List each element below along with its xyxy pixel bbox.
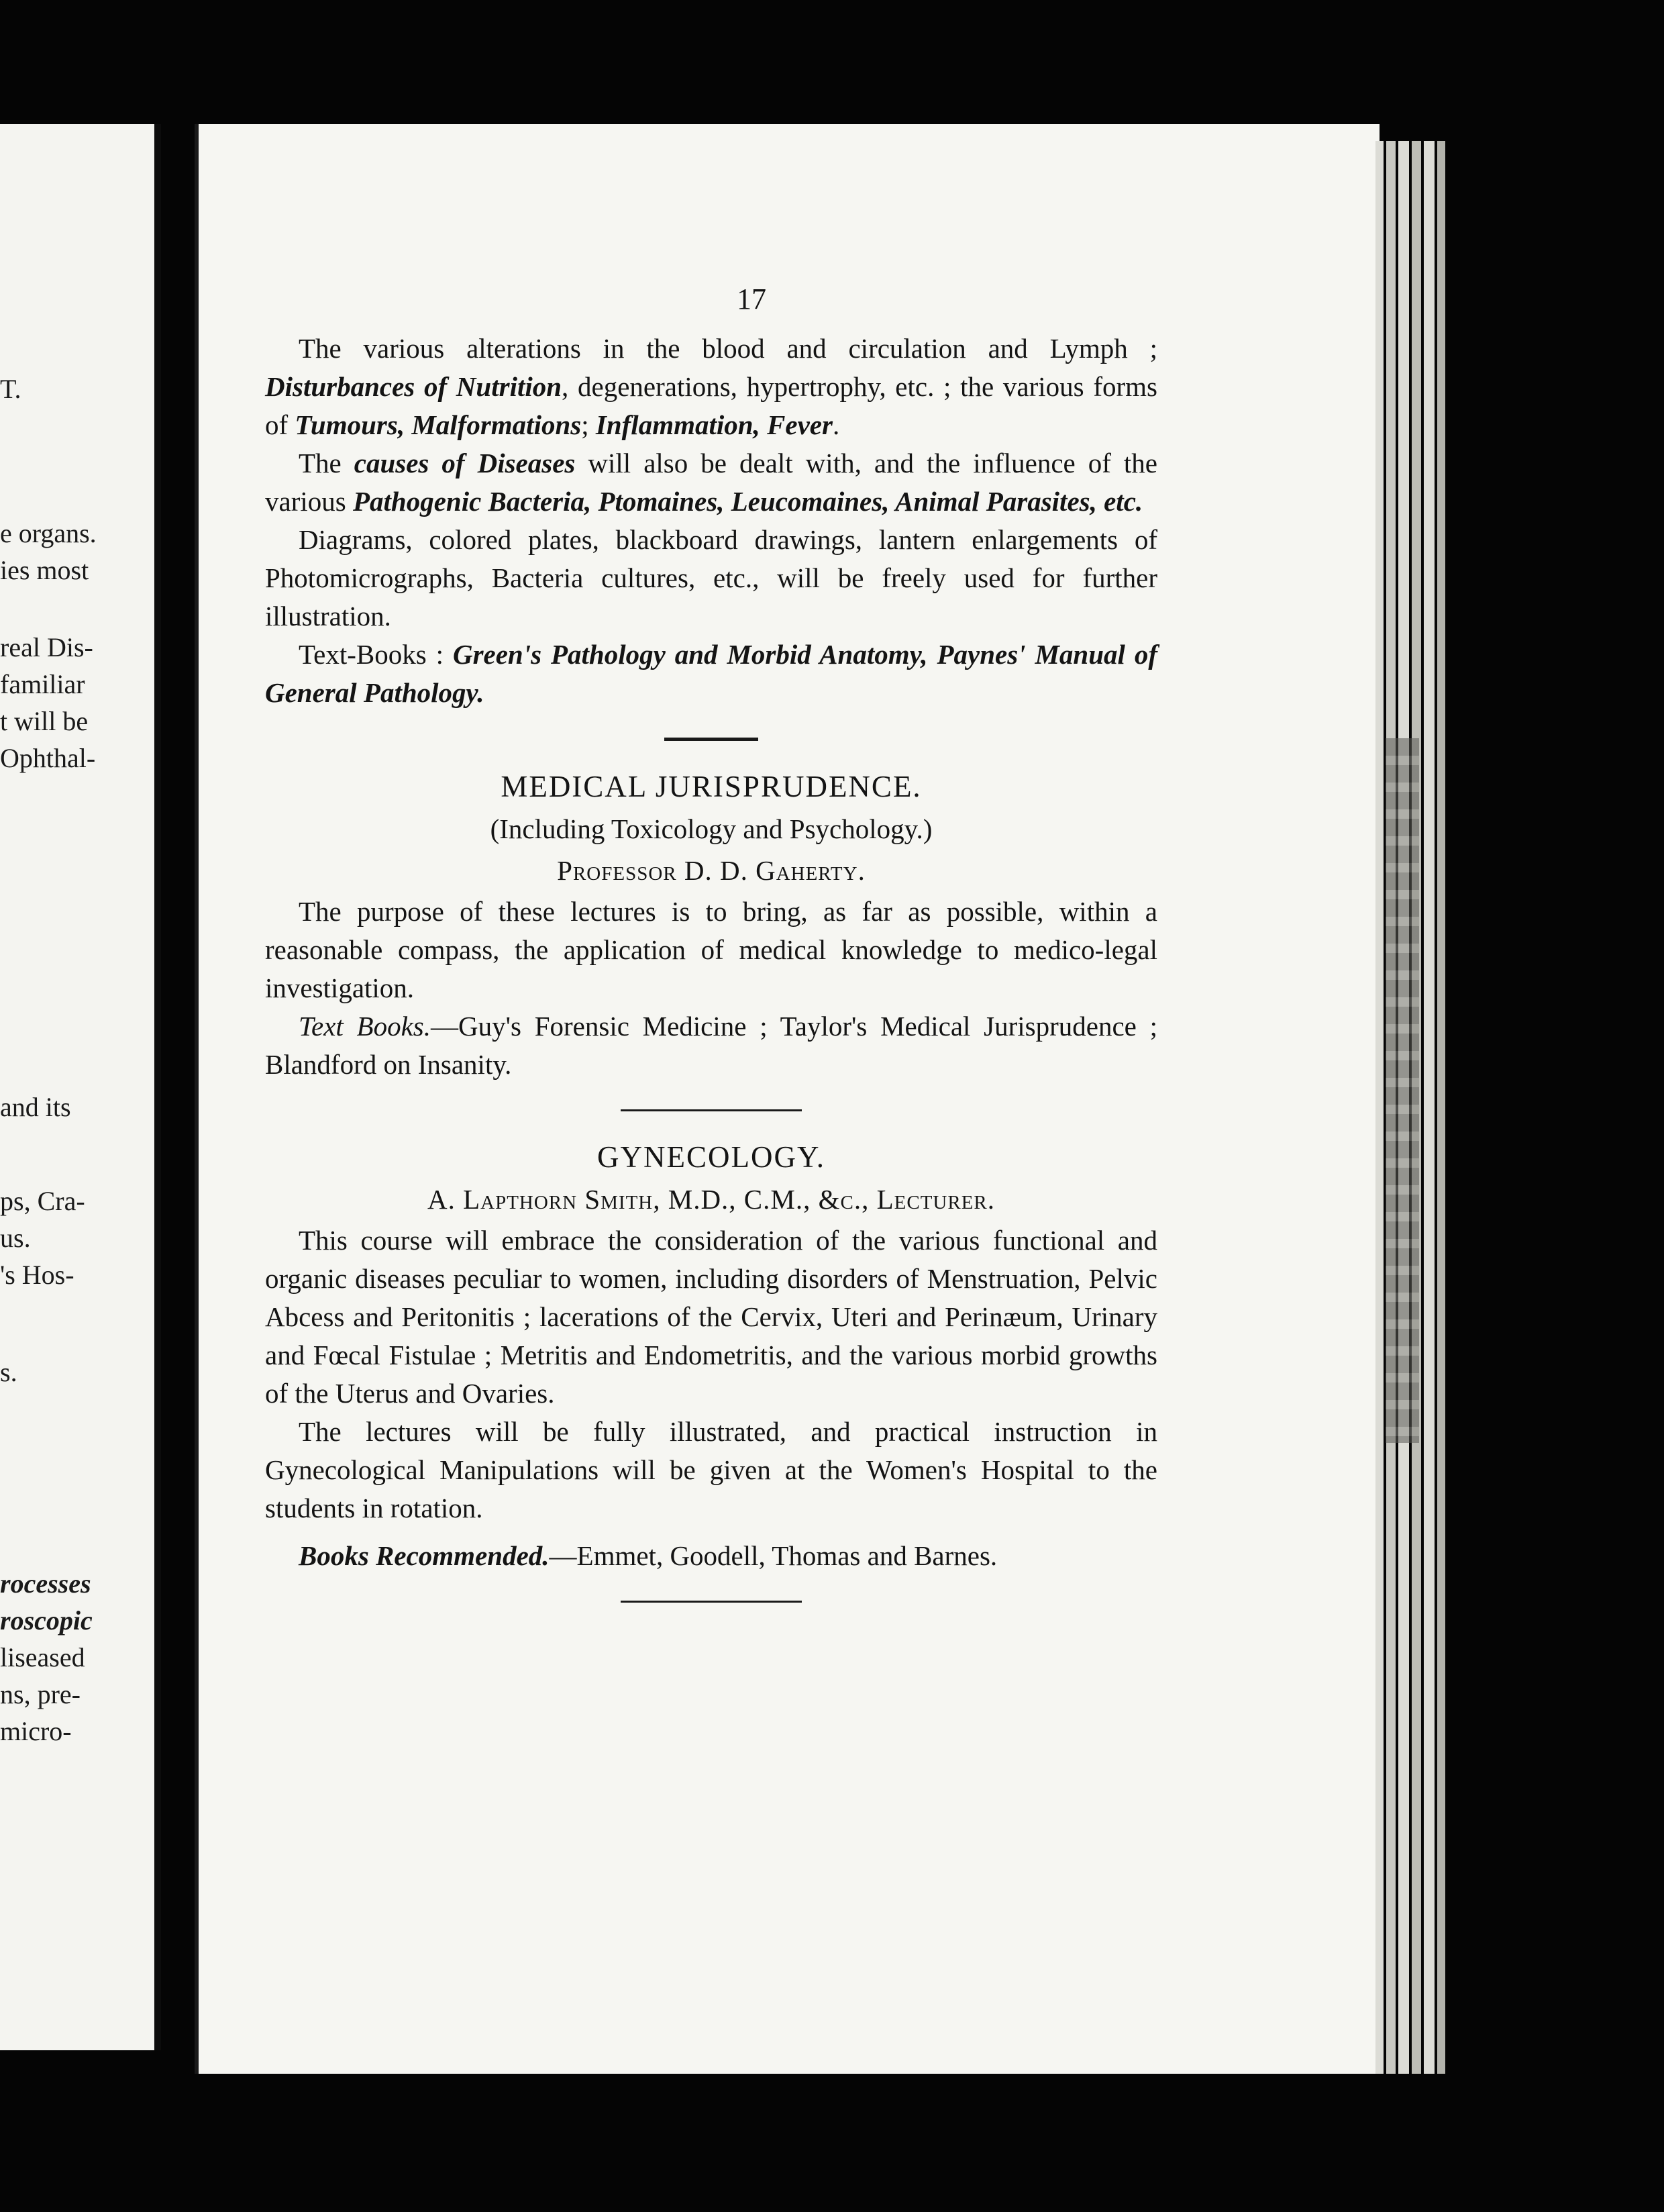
section-title: GYNECOLOGY.: [597, 1140, 825, 1174]
pathology-paragraph: [265, 444, 1157, 521]
left-page-text: rocesses: [0, 1568, 91, 1599]
left-page-text: T.: [0, 374, 21, 404]
text-run: will also be dealt with, and the influence of the various: [265, 448, 1158, 517]
textbooks-label: Text-Books :: [299, 639, 444, 670]
textbooks-list: —Guy's Forensic Medicine ; Taylor's Medical Jurisprudence ; Blandford on Insanity.: [265, 1011, 1157, 1080]
books-label: Books Recommended.: [299, 1540, 550, 1571]
library-stamp: [1386, 738, 1419, 1443]
textbooks-label: Text Books.: [299, 1011, 431, 1042]
text-run: ;: [581, 409, 589, 440]
gynecology-books: [265, 1537, 1157, 1575]
left-page-text: Ophthal-: [0, 743, 96, 773]
text-run: .: [832, 409, 840, 440]
italic-term: Inflammation, Fever: [595, 409, 833, 440]
text-run: The various alterations in the blood and circulation and Lymph ;: [299, 333, 1157, 364]
section-subtitle: (Including Toxicology and Psychology.): [490, 813, 933, 844]
italic-term: causes of Diseases: [354, 448, 576, 479]
gynecology-paragraph: This course will embrace the consideration of the various functional and organic diseases peculiar to women, including disorders of Menstruation, Pelvic Abcess and Peritonitis ; lacerations of the Cervix, Uteri and Perinæum, Urinary and Fœcal Fistulae ; Metritis and Endometritis, and the various morbid growths of the Uterus and Ovaries.: [265, 1225, 1157, 1409]
spacer: [265, 1527, 1157, 1537]
text-run: , degenerations, hypertrophy, etc. ; the various forms of: [265, 371, 1157, 440]
section-divider: [621, 1601, 802, 1603]
left-page-text: liseased: [0, 1642, 85, 1672]
page-edge: [1437, 141, 1445, 2074]
left-page-text: ies most: [0, 555, 89, 585]
jurisprudence-section: [265, 766, 1157, 1084]
left-page-text: familiar: [0, 669, 85, 699]
italic-term: Tumours, Malformations: [295, 409, 582, 440]
textbooks-list: Green's Pathology and Morbid Anatomy, Paynes' Manual of General Pathology.: [265, 639, 1157, 708]
professor-name: Professor D. D. Gaherty.: [557, 855, 866, 886]
jurisprudence-textbooks: [265, 1007, 1157, 1084]
page-content: [265, 282, 1157, 1628]
page-edge: [1375, 141, 1384, 2074]
left-page-text: us.: [0, 1223, 31, 1253]
left-page-text: micro-: [0, 1716, 72, 1746]
gynecology-paragraph: The lectures will be fully illustrated, and practical instruction in Gynecological Manipulations will be given at the Women's Hospital to the students in rotation.: [265, 1416, 1157, 1523]
left-page-text: ns, pre-: [0, 1679, 81, 1709]
gynecology-section: [265, 1137, 1157, 1575]
pathology-paragraph: Diagrams, colored plates, blackboard drawings, lantern enlargements of Photomicrographs, Bacteria cultures, etc., will be freely used for further illustration.: [265, 524, 1157, 632]
left-page-text: 's Hos-: [0, 1260, 74, 1290]
page-number: 17: [737, 283, 766, 315]
left-page-text: and its: [0, 1092, 71, 1122]
left-page-text: s.: [0, 1357, 17, 1387]
section-divider: [621, 1109, 802, 1111]
left-page-text: e organs.: [0, 518, 97, 548]
left-page-text: roscopic: [0, 1605, 93, 1636]
pathology-section: [265, 330, 1157, 712]
page-edge: [1424, 141, 1435, 2074]
lecturer-name: A. Lapthorn Smith, M.D., C.M., &c., Lecturer.: [427, 1184, 996, 1215]
books-list: —Emmet, Goodell, Thomas and Barnes.: [549, 1540, 998, 1571]
pathology-textbooks: [265, 636, 1157, 712]
section-divider: [664, 738, 758, 741]
italic-term: Disturbances of Nutrition: [265, 371, 562, 402]
left-page-fragment: [0, 124, 161, 2050]
left-page-text: real Dis-: [0, 632, 93, 662]
left-page-text: t will be: [0, 706, 89, 736]
jurisprudence-paragraph: The purpose of these lectures is to bring, as far as possible, within a reasonable compass, the application of medical knowledge to medico-legal investigation.: [265, 896, 1157, 1003]
pathology-paragraph: [265, 330, 1157, 444]
italic-term: Pathogenic Bacteria, Ptomaines, Leucomaines, Animal Parasites, etc.: [352, 486, 1143, 517]
left-page-text: ps, Cra-: [0, 1186, 85, 1216]
section-title: MEDICAL JURISPRUDENCE.: [501, 770, 922, 803]
text-run: The: [299, 448, 342, 479]
